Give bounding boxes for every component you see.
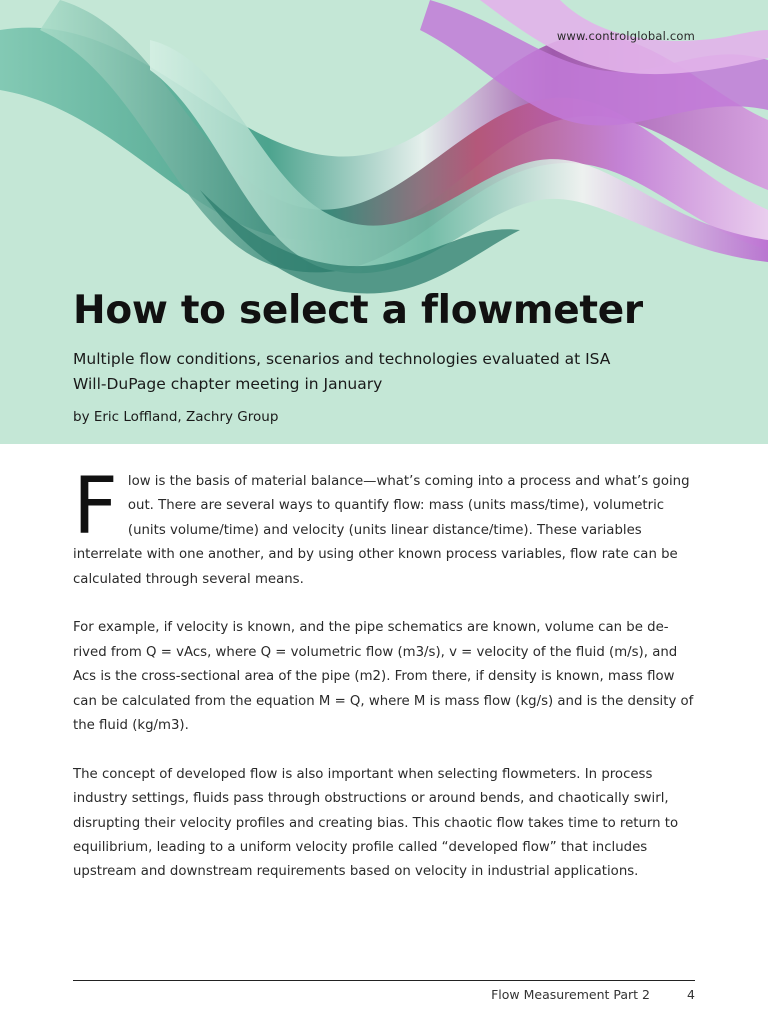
footer-section-title: Flow Measurement Part 2 — [491, 987, 650, 1002]
ribbon-strands — [0, 0, 768, 293]
drop-cap: F — [73, 462, 118, 552]
paragraph-1-text: low is the basis of material balance—what’s coming into a process and what’s going out. There are several ways to quantify flow: mass (units mass/time), volumetric (units volume/time) and velocity (units linear distance/time). These variables interrelate with one another, and by using other known process variables, flow rate can be calculated through several means. — [73, 474, 690, 587]
footer-divider — [73, 980, 695, 981]
article-body — [73, 462, 695, 909]
page-number: 4 — [687, 987, 695, 1002]
article-byline: by Eric Loffland, Zachry Group — [73, 409, 279, 425]
paragraph-1 — [73, 462, 695, 592]
paragraph-3: The concept of developed flow is also important when selecting flowmeters. In process industry settings, fluids pass through obstructions or around bends, and chaotically swirl, disrupting their velocity profiles and creating bias. This chaotic flow takes time to return to equilibrium, leading to a uniform velocity profile called “developed flow” that includes upstream and downstream requirements based on velocity in industrial applications. — [73, 766, 679, 880]
site-url[interactable]: www.controlglobal.com — [556, 29, 695, 43]
article-subtitle: Multiple flow conditions, scenarios and technologies evaluated at ISA Will-DuPage chapter meeting in January — [73, 350, 611, 393]
article-title: How to select a flowmeter — [73, 288, 643, 333]
paragraph-2: For example, if velocity is known, and the pipe schematics are known, volume can be de-rived from Q = vAcs, where Q = volumetric flow (m3/s), v = velocity of the fluid (m/s), and Acs is the cross-sectional area of the pipe (m2). From there, if density is known, mass flow can be calculated from the equation M = Q, where M is mass flow (kg/s) and is the density of the fluid (kg/m3). — [73, 620, 694, 734]
hero-banner — [0, 0, 768, 444]
